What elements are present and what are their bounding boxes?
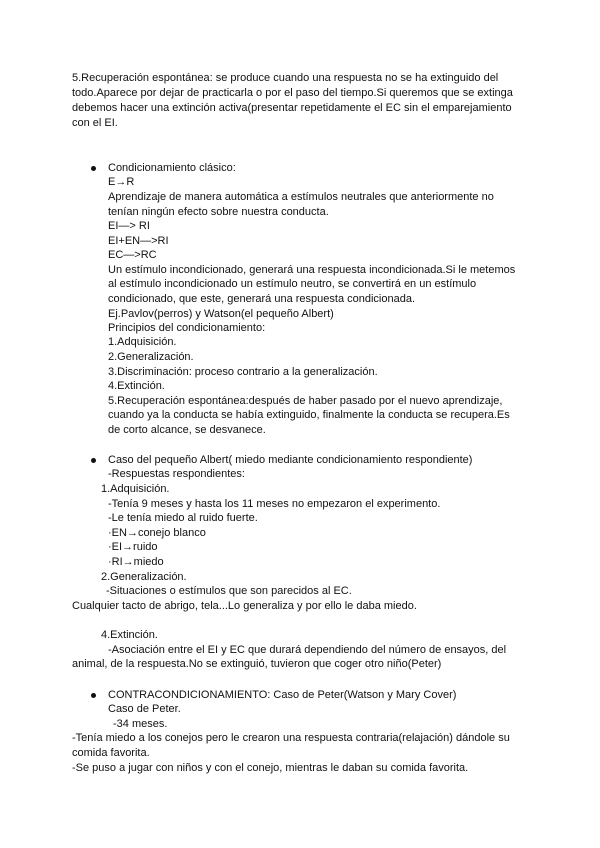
clasico-line: EI—> RI: [108, 220, 150, 232]
clasico-line: 4.Extinción.: [108, 380, 165, 392]
clasico-line: Ej.Pavlov(perros) y Watson(el pequeño Albert): [108, 308, 334, 320]
albert-line: -Tenía 9 meses y hasta los 11 meses no empezaron el experimento.: [108, 498, 441, 510]
albert-line: animal, de la respuesta.No se extinguió, tuvieron que coger otro niño(Peter): [72, 658, 442, 670]
albert-line: -Le tenía miedo al ruido fuerte.: [108, 512, 258, 524]
clasico-line: 1.Adquisición.: [108, 336, 177, 348]
albert-line: ·EN→conejo blanco: [108, 527, 206, 539]
albert-line: -Asociación entre el EI y EC que durará dependiendo del número de ensayos, del: [108, 644, 507, 656]
bullet-icon: [91, 458, 96, 463]
clasico-line: al estímulo incondicionado un estímulo neutro, se convertirá en un estímulo: [108, 278, 477, 290]
albert-line: 4.Extinción.: [101, 629, 158, 641]
contra-line: Caso de Peter.: [108, 703, 181, 715]
clasico-line: tenían ningún efecto sobre nuestra conducta.: [108, 206, 329, 218]
albert-line: -Respuestas respondientes:: [108, 468, 245, 480]
albert-line: ·RI→miedo: [108, 556, 164, 568]
intro-line: debemos hacer una extinción activa(presentar repetidamente el EC sin el emparejamiento: [72, 102, 512, 114]
albert-line: 1.Adquisición.: [101, 483, 170, 495]
clasico-line: 2.Generalización.: [108, 351, 194, 363]
albert-line: 2.Generalización.: [101, 571, 187, 583]
bullet-icon: [91, 166, 96, 171]
contra-line: -Se puso a jugar con niños y con el conejo, mientras le daban su comida favorita.: [72, 762, 469, 774]
clasico-line: 5.Recuperación espontánea:después de haber pasado por el nuevo aprendizaje,: [108, 395, 503, 407]
clasico-line: EC—>RC: [108, 249, 157, 261]
albert-line: Cualquier tacto de abrigo, tela...Lo generaliza y por ello le daba miedo.: [72, 600, 417, 612]
contra-line: -34 meses.: [113, 718, 168, 730]
clasico-line: Aprendizaje de manera automática a estímulos neutrales que anteriormente no: [108, 191, 494, 203]
clasico-line: condicionado, que este, generará una respuesta condicionada.: [108, 293, 416, 305]
bullet-icon: [91, 693, 96, 698]
clasico-line: de corto alcance, se desvanece.: [108, 424, 266, 436]
contra-line: comida favorita.: [72, 747, 150, 759]
intro-line: con el EI.: [72, 117, 118, 129]
clasico-line: E→R: [108, 176, 135, 188]
clasico-line: Principios del condicionamiento:: [108, 322, 266, 334]
clasico-line: EI+EN—>RI: [108, 235, 169, 247]
clasico-line: Un estímulo incondicionado, generará una respuesta incondicionada.Si le metemos: [108, 264, 516, 276]
contra-line: -Tenía miedo a los conejos pero le crearon una respuesta contraria(relajación) dándole su: [72, 732, 510, 744]
clasico-line: 3.Discriminación: proceso contrario a la generalización.: [108, 366, 378, 378]
albert-line: -Situaciones o estímulos que son parecidos al EC.: [106, 585, 352, 597]
intro-line: 5.Recuperación espontánea: se produce cuando una respuesta no se ha extinguido del: [72, 72, 499, 84]
section-title-contra: CONTRACONDICIONAMIENTO: Caso de Peter(Watson y Mary Cover): [108, 689, 457, 701]
clasico-line: cuando ya la conducta se había extinguido, finalmente la conducta se recupera.Es: [108, 409, 510, 421]
section-title-albert: Caso del pequeño Albert( miedo mediante condicionamiento respondiente): [108, 454, 473, 466]
albert-line: ·EI→ruido: [108, 541, 158, 553]
section-title-clasico: Condicionamiento clásico:: [108, 162, 236, 174]
intro-line: todo.Aparece por dejar de practicarla o por el paso del tiempo.Si queremos que se extinga: [72, 87, 513, 99]
